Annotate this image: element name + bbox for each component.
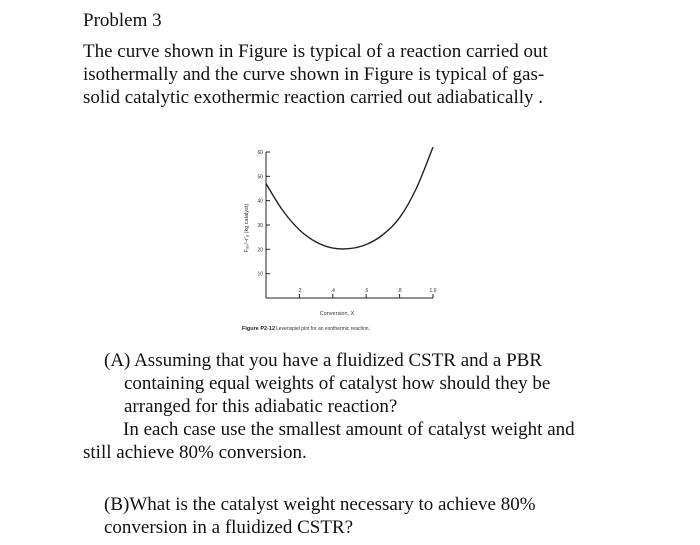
intro-line: solid catalytic exothermic reaction carried out adiabatically . [83,87,544,108]
question-a-continuation: In each case use the smallest amount of catalyst weight and [123,419,575,440]
problem-title: Problem 3 [83,10,162,31]
question-b-line: conversion in a fluidized CSTR? [104,517,354,538]
x-axis-label: Conversion, X [319,311,355,317]
figure-caption-text: Levenspiel plot for an exothermic reaction. [276,326,370,332]
x-tick-label: .6 [364,288,369,294]
intro-line: isothermally and the curve shown in Figure is typical of gas- [83,64,545,85]
y-tick-label: 10 [257,271,263,278]
plot-axes [266,152,433,298]
x-tick-label: 1.0 [429,288,437,294]
y-axis-label: Fₐ₀/−r′ₐ (kg catalyst) [244,203,250,253]
y-tick-label: 60 [257,150,263,156]
question-b-line: (B)What is the catalyst weight necessary to achieve 80% [104,494,536,515]
question-b [104,493,619,539]
x-tick-label: .8 [397,288,402,294]
levenspiel-plot [228,140,468,340]
x-tick-label: .4 [330,288,335,294]
question-a-line: arranged for this adiabatic reaction? [124,396,398,417]
levenspiel-curve [266,147,433,249]
problem-intro [83,40,608,109]
question-a-line: (A) Assuming that you have a fluidized CSTR and a PBR [104,350,543,371]
x-ticks [297,288,436,298]
y-tick-label: 20 [257,247,263,254]
intro-line: The curve shown in Figure is typical of a reaction carried out [83,41,548,62]
y-tick-label: 50 [257,174,263,181]
y-tick-label: 40 [257,198,263,205]
question-a-continuation: still achieve 80% conversion. [83,442,307,463]
question-a [104,349,619,418]
figure-caption-label: Figure P2-12 [242,326,276,332]
x-tick-label: .2 [297,288,302,294]
question-a-line: containing equal weights of catalyst how should they be [124,373,551,394]
y-tick-label: 30 [257,223,263,229]
y-ticks [257,150,270,278]
